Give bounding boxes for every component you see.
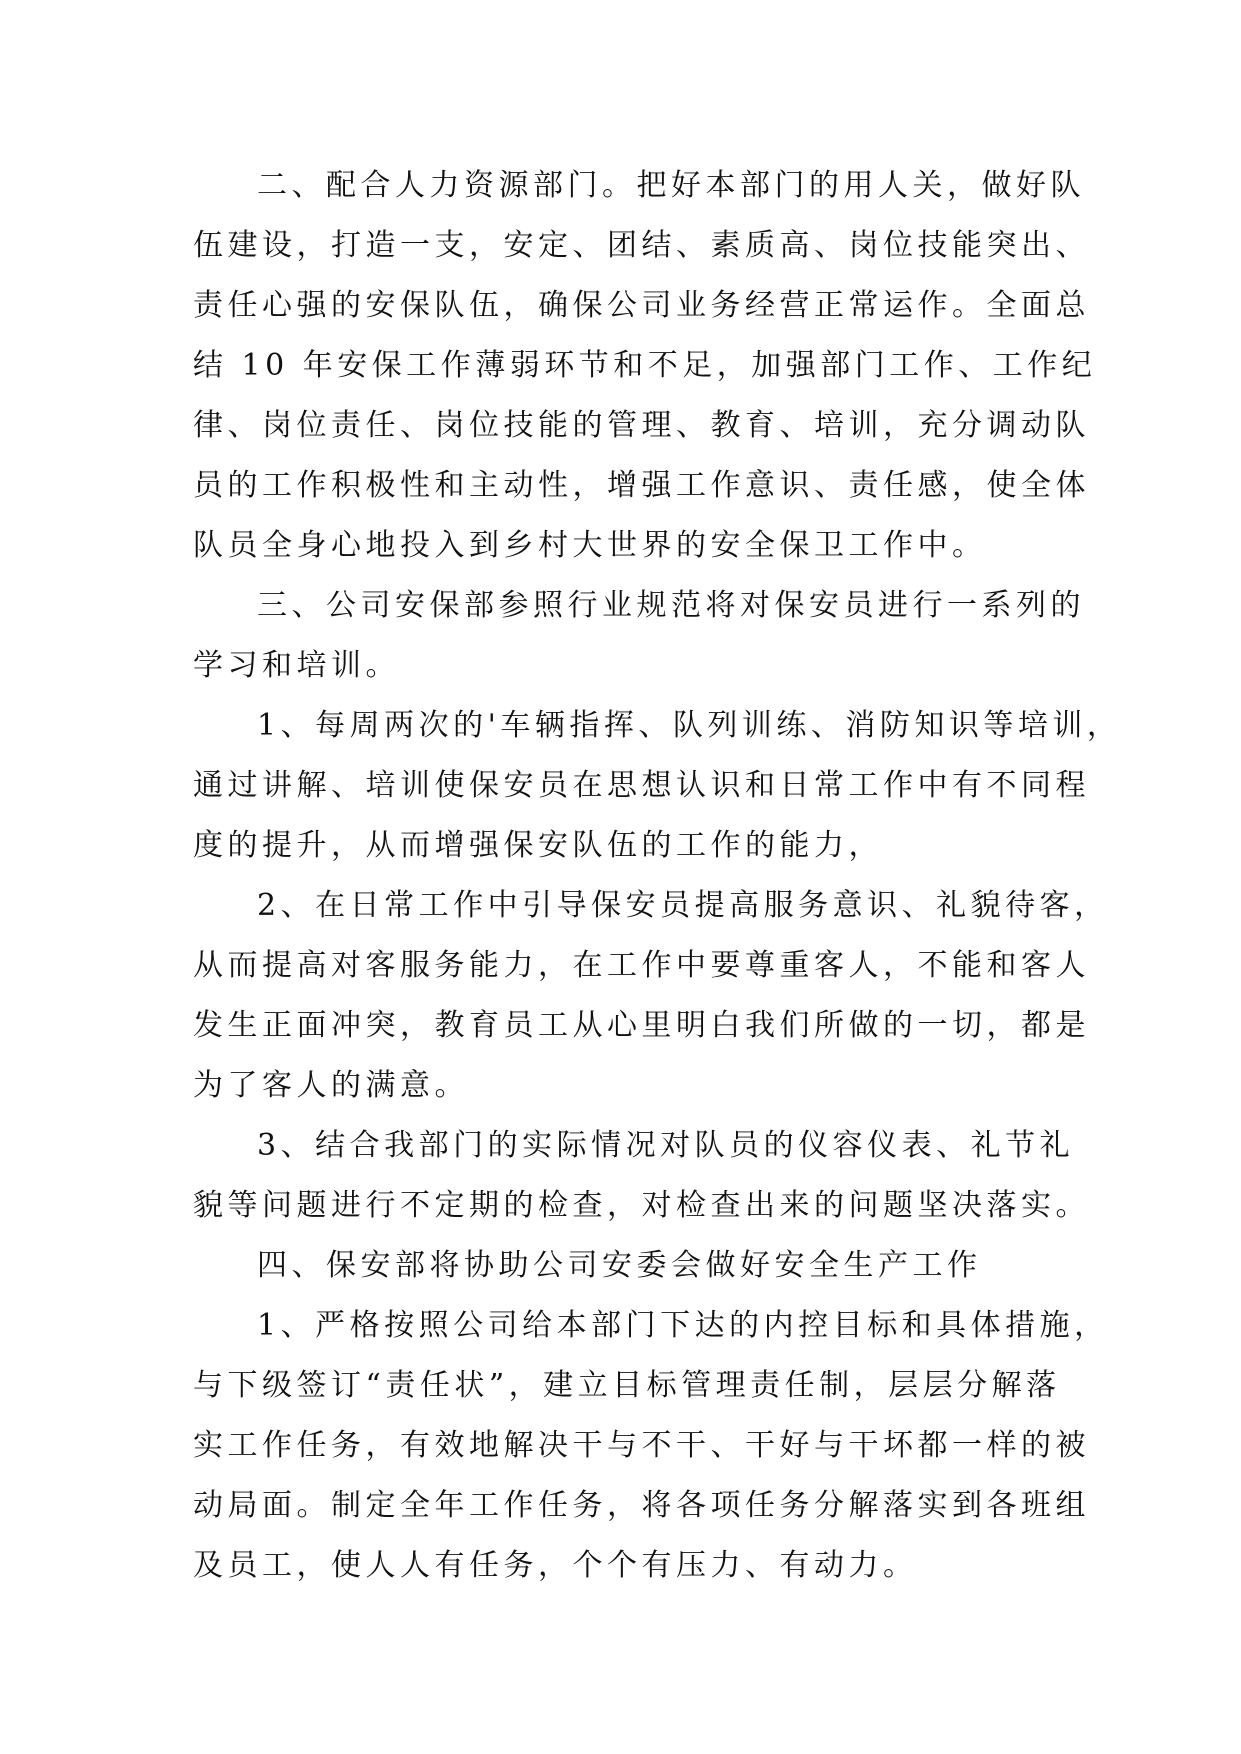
text-line: 度的提升，从而增强保安队伍的工作的能力，: [193, 828, 883, 863]
text-line: 通过讲解、培训使保安员在思想认识和日常工作中有不同程: [193, 768, 1090, 803]
text-line: 三、公司安保部参照行业规范将对保安员进行一系列的: [257, 588, 1085, 623]
text-line: 结 10 年安保工作薄弱环节和不足，加强部门工作、工作纪: [193, 348, 1097, 383]
text-line: 貌等问题进行不定期的检查，对检查出来的问题坚决落实。: [193, 1188, 1090, 1223]
text-line: 及员工，使人人有任务，个个有压力、有动力。: [193, 1548, 918, 1583]
text-line: 实工作任务，有效地解决干与不干、干好与干坏都一样的被: [193, 1428, 1090, 1463]
text-line: 3、结合我部门的实际情况对队员的仪容仪表、礼节礼: [257, 1128, 1075, 1163]
text-line: 发生正面冲突，教育员工从心里明白我们所做的一切，都是: [193, 1008, 1090, 1043]
document-body: [193, 156, 1122, 1596]
text-line: 律、岗位责任、岗位技能的管理、教育、培训，充分调动队: [193, 408, 1090, 443]
text-line: 学习和培训。: [193, 648, 400, 683]
text-line: 与下级签订“责任状”，建立目标管理责任制，层层分解落: [193, 1368, 1061, 1403]
text-line: 员的工作积极性和主动性，增强工作意识、责任感，使全体: [193, 468, 1090, 503]
text-line: 伍建设，打造一支，安定、团结、素质高、岗位技能突出、: [193, 228, 1090, 263]
text-line: 为了客人的满意。: [193, 1068, 469, 1103]
text-line: 1、每周两次的'车辆指挥、队列训练、消防知识等培训，: [257, 708, 1122, 743]
text-line: 动局面。制定全年工作任务，将各项任务分解落实到各班组: [193, 1488, 1090, 1523]
text-line: 2、在日常工作中引导保安员提高服务意识、礼貌待客，: [257, 888, 1109, 923]
text-line: 二、配合人力资源部门。把好本部门的用人关，做好队: [257, 168, 1085, 203]
text-line: 队员全身心地投入到乡村大世界的安全保卫工作中。: [193, 528, 987, 563]
text-line: 1、严格按照公司给本部门下达的内控目标和具体措施，: [257, 1308, 1109, 1343]
text-line: 从而提高对客服务能力，在工作中要尊重客人，不能和客人: [193, 948, 1090, 983]
text-line: 四、保安部将协助公司安委会做好安全生产工作: [257, 1248, 982, 1283]
text-line: 责任心强的安保队伍，确保公司业务经营正常运作。全面总: [193, 288, 1090, 323]
